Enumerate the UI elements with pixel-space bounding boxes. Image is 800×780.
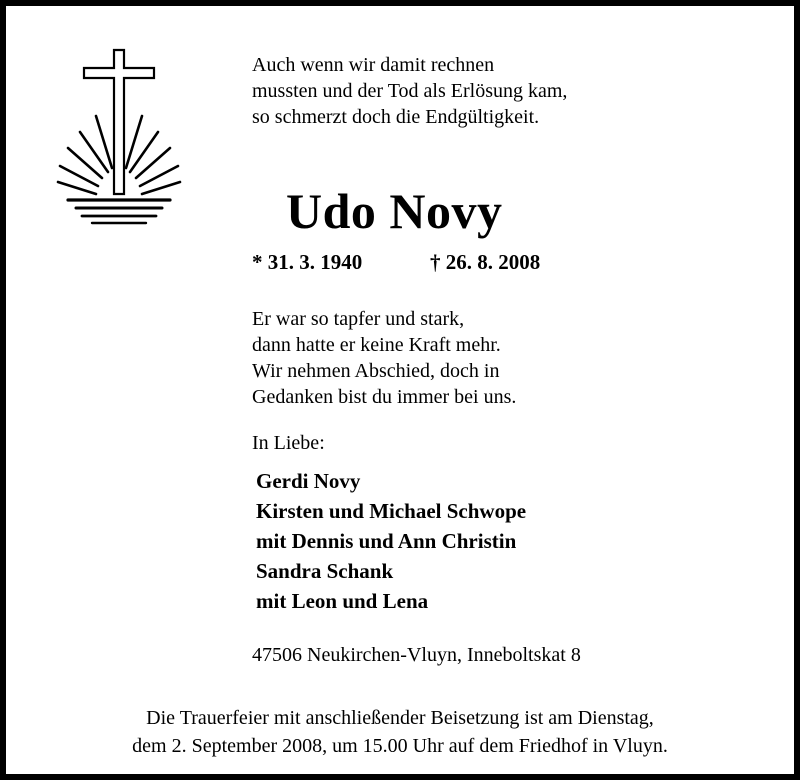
verse-top-line: mussten und der Tod als Erlösung kam, <box>252 80 568 102</box>
family-member: Sandra Schank <box>256 559 394 583</box>
funeral-info-line: Die Trauerfeier mit anschließender Beisetzung ist am Dienstag, <box>146 707 654 729</box>
verse-middle-line: Wir nehmen Abschied, doch in <box>252 360 500 382</box>
family-member: mit Dennis und Ann Christin <box>256 529 517 553</box>
verse-middle-line: Er war so tapfer und stark, <box>252 308 465 330</box>
death-date: † 26. 8. 2008 <box>430 250 541 274</box>
family-member: mit Leon und Lena <box>256 589 429 613</box>
funeral-info <box>6 704 794 760</box>
verse-top-line: Auch wenn wir damit rechnen <box>252 54 495 76</box>
verse-middle-line: Gedanken bist du immer bei uns. <box>252 386 517 408</box>
verse-middle <box>252 306 516 410</box>
deceased-name: Udo Novy <box>286 183 503 239</box>
funeral-info-line: dem 2. September 2008, um 15.00 Uhr auf dem Friedhof in Vluyn. <box>132 735 668 757</box>
address: 47506 Neukirchen-Vluyn, Inneboltskat 8 <box>252 644 581 666</box>
family-member: Kirsten und Michael Schwope <box>256 499 527 523</box>
verse-middle-line: dann hatte er keine Kraft mehr. <box>252 334 501 356</box>
family-list <box>256 466 526 616</box>
in-love-label: In Liebe: <box>252 432 325 454</box>
verse-top-line: so schmerzt doch die Endgültigkeit. <box>252 106 540 128</box>
family-member: Gerdi Novy <box>256 469 361 493</box>
verse-top <box>252 52 567 130</box>
cross-with-rays-icon <box>52 44 186 226</box>
birth-date: * 31. 3. 1940 <box>252 250 363 274</box>
